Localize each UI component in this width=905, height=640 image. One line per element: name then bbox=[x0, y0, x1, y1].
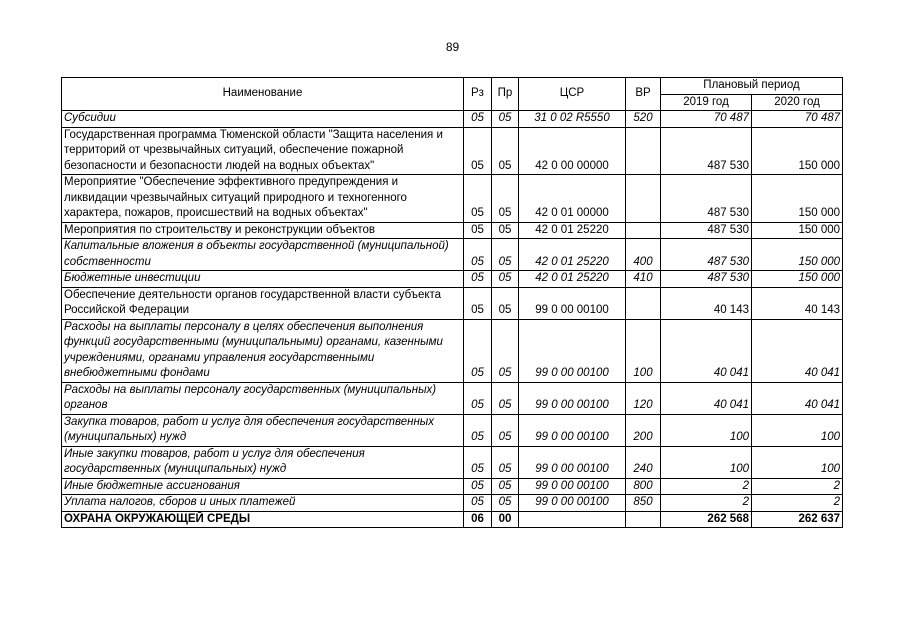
cell-pr: 05 bbox=[492, 446, 519, 478]
cell-csr bbox=[519, 511, 626, 528]
cell-pr: 05 bbox=[492, 478, 519, 495]
cell-rz: 05 bbox=[464, 222, 492, 239]
cell-2020: 150 000 bbox=[752, 222, 843, 239]
cell-rz: 05 bbox=[464, 271, 492, 288]
cell-vr: 400 bbox=[626, 239, 661, 271]
header-2019: 2019 год bbox=[661, 94, 752, 111]
cell-2019: 262 568 bbox=[661, 511, 752, 528]
cell-rz: 05 bbox=[464, 239, 492, 271]
table-row bbox=[62, 222, 843, 239]
table-row bbox=[62, 446, 843, 478]
table-row bbox=[62, 478, 843, 495]
cell-rz: 05 bbox=[464, 495, 492, 512]
cell-csr: 42 0 01 25220 bbox=[519, 271, 626, 288]
cell-2020: 150 000 bbox=[752, 175, 843, 223]
cell-rz: 05 bbox=[464, 478, 492, 495]
cell-csr: 42 0 01 25220 bbox=[519, 222, 626, 239]
table-body bbox=[62, 111, 843, 528]
table-row bbox=[62, 175, 843, 223]
cell-name: Уплата налогов, сборов и иных платежей bbox=[62, 495, 464, 512]
cell-2019: 2 bbox=[661, 495, 752, 512]
cell-2020: 100 bbox=[752, 446, 843, 478]
cell-rz: 05 bbox=[464, 414, 492, 446]
cell-name: Обеспечение деятельности органов государственной власти субъекта Российской Федерации bbox=[62, 287, 464, 319]
table-row bbox=[62, 414, 843, 446]
cell-2019: 487 530 bbox=[661, 271, 752, 288]
cell-csr: 99 0 00 00100 bbox=[519, 446, 626, 478]
cell-2019: 487 530 bbox=[661, 175, 752, 223]
cell-pr: 05 bbox=[492, 239, 519, 271]
cell-name: Бюджетные инвестиции bbox=[62, 271, 464, 288]
cell-name: Иные закупки товаров, работ и услуг для обеспечения государственных (муниципальных) нужд bbox=[62, 446, 464, 478]
cell-2019: 100 bbox=[661, 414, 752, 446]
cell-name: Субсидии bbox=[62, 111, 464, 128]
cell-pr: 05 bbox=[492, 414, 519, 446]
cell-2020: 262 637 bbox=[752, 511, 843, 528]
cell-2020: 150 000 bbox=[752, 239, 843, 271]
cell-csr: 99 0 00 00100 bbox=[519, 414, 626, 446]
cell-csr: 42 0 00 00000 bbox=[519, 127, 626, 175]
cell-pr: 05 bbox=[492, 495, 519, 512]
cell-2020: 2 bbox=[752, 495, 843, 512]
cell-rz: 05 bbox=[464, 382, 492, 414]
cell-rz: 05 bbox=[464, 175, 492, 223]
cell-vr: 100 bbox=[626, 319, 661, 382]
cell-pr: 05 bbox=[492, 319, 519, 382]
cell-2020: 70 487 bbox=[752, 111, 843, 128]
header-vr: ВР bbox=[626, 78, 661, 111]
cell-name: ОХРАНА ОКРУЖАЮЩЕЙ СРЕДЫ bbox=[62, 511, 464, 528]
cell-rz: 05 bbox=[464, 111, 492, 128]
cell-pr: 05 bbox=[492, 222, 519, 239]
cell-2019: 40 041 bbox=[661, 382, 752, 414]
cell-pr: 05 bbox=[492, 111, 519, 128]
cell-2019: 40 143 bbox=[661, 287, 752, 319]
budget-table bbox=[61, 77, 843, 528]
cell-2020: 150 000 bbox=[752, 127, 843, 175]
cell-csr: 99 0 00 00100 bbox=[519, 319, 626, 382]
header-planned-period: Плановый период bbox=[661, 78, 843, 95]
cell-vr: 520 bbox=[626, 111, 661, 128]
cell-csr: 99 0 00 00100 bbox=[519, 287, 626, 319]
cell-pr: 05 bbox=[492, 287, 519, 319]
cell-vr: 850 bbox=[626, 495, 661, 512]
cell-2020: 100 bbox=[752, 414, 843, 446]
header-csr: ЦСР bbox=[519, 78, 626, 111]
cell-csr: 99 0 00 00100 bbox=[519, 382, 626, 414]
cell-2020: 40 041 bbox=[752, 319, 843, 382]
cell-vr: 120 bbox=[626, 382, 661, 414]
cell-2019: 487 530 bbox=[661, 222, 752, 239]
table-row bbox=[62, 511, 843, 528]
header-name: Наименование bbox=[62, 78, 464, 111]
cell-2019: 487 530 bbox=[661, 239, 752, 271]
header-2020: 2020 год bbox=[752, 94, 843, 111]
cell-2020: 150 000 bbox=[752, 271, 843, 288]
cell-vr bbox=[626, 127, 661, 175]
cell-2019: 2 bbox=[661, 478, 752, 495]
cell-2020: 2 bbox=[752, 478, 843, 495]
header-pr: Пр bbox=[492, 78, 519, 111]
table-row bbox=[62, 495, 843, 512]
table-row bbox=[62, 382, 843, 414]
cell-vr: 200 bbox=[626, 414, 661, 446]
cell-2020: 40 143 bbox=[752, 287, 843, 319]
cell-2019: 487 530 bbox=[661, 127, 752, 175]
cell-pr: 05 bbox=[492, 127, 519, 175]
cell-2019: 40 041 bbox=[661, 319, 752, 382]
cell-vr bbox=[626, 175, 661, 223]
cell-csr: 99 0 00 00100 bbox=[519, 495, 626, 512]
cell-csr: 42 0 01 25220 bbox=[519, 239, 626, 271]
cell-vr: 410 bbox=[626, 271, 661, 288]
cell-rz: 05 bbox=[464, 319, 492, 382]
cell-rz: 05 bbox=[464, 446, 492, 478]
cell-vr bbox=[626, 511, 661, 528]
cell-name: Капитальные вложения в объекты государственной (муниципальной) собственности bbox=[62, 239, 464, 271]
cell-name: Иные бюджетные ассигнования bbox=[62, 478, 464, 495]
header-row bbox=[62, 78, 843, 95]
cell-vr: 800 bbox=[626, 478, 661, 495]
table-row bbox=[62, 111, 843, 128]
header-rz: Рз bbox=[464, 78, 492, 111]
cell-pr: 05 bbox=[492, 175, 519, 223]
cell-name: Закупка товаров, работ и услуг для обеспечения государственных (муниципальных) нужд bbox=[62, 414, 464, 446]
table-row bbox=[62, 127, 843, 175]
cell-name: Мероприятия по строительству и реконструкции объектов bbox=[62, 222, 464, 239]
cell-name: Мероприятие "Обеспечение эффективного предупреждения и ликвидации чрезвычайных ситуаций природного и техногенного характера, пожаров, происшествий на водных объектах" bbox=[62, 175, 464, 223]
cell-name: Расходы на выплаты персоналу государственных (муниципальных) органов bbox=[62, 382, 464, 414]
cell-vr: 240 bbox=[626, 446, 661, 478]
cell-name: Государственная программа Тюменской области "Защита населения и территорий от чрезвычайных ситуаций, обеспечение пожарной безопасности и безопасности людей на водных объектах" bbox=[62, 127, 464, 175]
cell-2019: 100 bbox=[661, 446, 752, 478]
table-row bbox=[62, 239, 843, 271]
page-number: 89 bbox=[445, 40, 460, 54]
cell-csr: 31 0 02 R5550 bbox=[519, 111, 626, 128]
cell-vr bbox=[626, 222, 661, 239]
cell-rz: 05 bbox=[464, 127, 492, 175]
cell-csr: 99 0 00 00100 bbox=[519, 478, 626, 495]
cell-pr: 05 bbox=[492, 382, 519, 414]
cell-name: Расходы на выплаты персоналу в целях обеспечения выполнения функций государственными (муниципальными) органами, казенными учреждениями, органами управления государственными внебюджетными фондами bbox=[62, 319, 464, 382]
table-row bbox=[62, 319, 843, 382]
cell-pr: 00 bbox=[492, 511, 519, 528]
cell-rz: 06 bbox=[464, 511, 492, 528]
cell-rz: 05 bbox=[464, 287, 492, 319]
table-row bbox=[62, 271, 843, 288]
cell-2019: 70 487 bbox=[661, 111, 752, 128]
table-row bbox=[62, 287, 843, 319]
cell-vr bbox=[626, 287, 661, 319]
cell-pr: 05 bbox=[492, 271, 519, 288]
cell-csr: 42 0 01 00000 bbox=[519, 175, 626, 223]
cell-2020: 40 041 bbox=[752, 382, 843, 414]
